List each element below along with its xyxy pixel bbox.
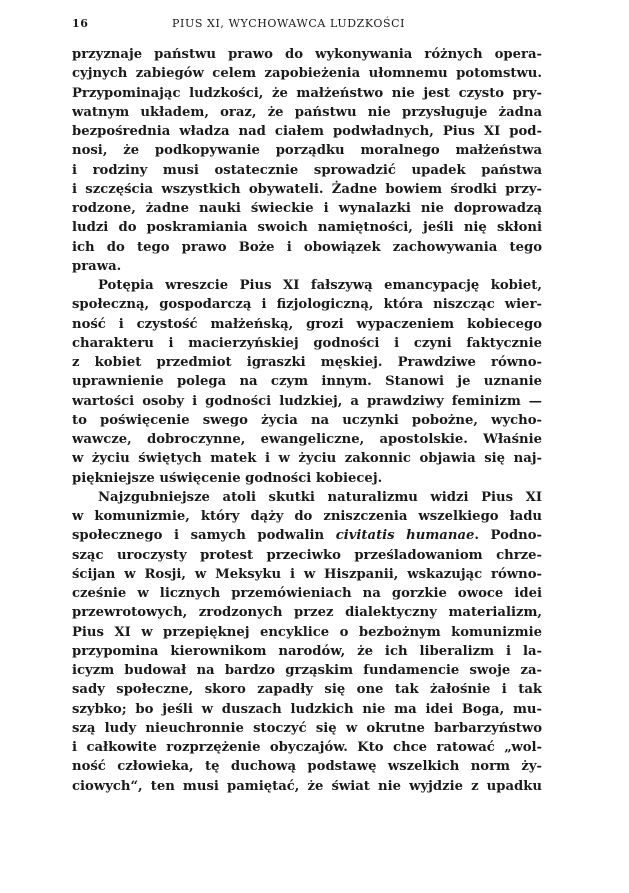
page-number: 16 — [72, 17, 89, 30]
page-header — [72, 14, 542, 36]
text-line: ność człowieka, tę duchową podstawę wszelkich norm ży- — [72, 759, 542, 775]
book-page — [72, 14, 542, 794]
text-line: sady społeczne, skoro zapadły się one tak żałośnie i tak — [72, 682, 542, 698]
text-line: bezpośrednia władza nad ciałem podwładnych, Pius XI pod- — [72, 124, 542, 139]
text-line: przewrotowych, zrodzonych przez dialektyczny materializm, — [72, 605, 542, 621]
text-segment: społecznego i samych podwalin — [72, 528, 325, 544]
text-line: cześnie w licznych przemówieniach na gorzkie owoce idei — [72, 586, 542, 601]
text-line: wawcze, dobroczynne, ewangeliczne, apostolskie. Właśnie — [72, 432, 542, 447]
text-line: to poświęcenie swego życia na uczynki pobożne, wycho- — [72, 412, 542, 428]
text-line: sząc uroczysty protest przeciwko prześladowaniom chrze- — [72, 547, 542, 563]
body-text — [72, 45, 542, 796]
italic-latin-phrase: civitatis humanae — [335, 528, 475, 544]
text-line: ność i czystość małżeńską, grozi wypaczeniem kobiecego — [72, 316, 542, 332]
text-line: Przypominając ludzkości, że małżeństwo nie jest czysto pry- — [72, 85, 542, 101]
text-line: społeczną, gospodarczą i fizjologiczną, która niszcząc wier- — [72, 297, 542, 313]
text-line: piękniejsze uświęcenie godności kobiecej. — [72, 470, 383, 486]
text-line: rodzone, żadne nauki świeckie i wynalazki nie doprowadzą — [72, 201, 542, 216]
text-line: charakteru i macierzyńskiej godności i czyni faktycznie — [72, 335, 542, 351]
text-line: prawa. — [72, 258, 122, 274]
text-line: szybko; bo jeśli w duszach ludzkich nie ma idei Boga, mu- — [72, 701, 542, 717]
text-line: watnym układem, oraz, że państwu nie przysługuje żadna — [72, 104, 542, 120]
text-line: nosi, że podkopywanie porządku moralnego małżeństwa — [72, 143, 542, 159]
text-line: icyzm budował na bardzo grząskim fundamencie swoje za- — [72, 663, 542, 678]
text-line: Pius XI w przepięknej encyklice o bezbożnym komunizmie — [72, 624, 542, 640]
text-line: w życiu świętych matek i w życiu zakonnic objawia się naj- — [72, 451, 542, 467]
text-line: przypomina kierownikom narodów, że ich liberalizm i la- — [72, 643, 542, 659]
text-line: przyznaje państwu prawo do wykonywania różnych opera- — [72, 47, 542, 62]
text-line: ciowych“, ten musi pamiętać, że świat nie wyjdzie z upadku — [72, 778, 542, 794]
text-line: i szczęścia wszystkich obywateli. Żadne bowiem środki przy- — [72, 181, 542, 197]
text-line: z kobiet przedmiot igraszki męskiej. Prawdziwe równo- — [72, 355, 542, 370]
text-line: cyjnych zabiegów celem zapobieżenia ułomnemu potomstwu. — [72, 66, 542, 82]
text-segment: . Podno- — [474, 528, 542, 544]
text-line: ścijan w Rosji, w Meksyku i w Hiszpanii, wskazując równo- — [72, 566, 542, 582]
text-line: uprawnienie polega na czym innym. Stanowi je uznanie — [72, 374, 542, 390]
text-line-with-italic — [72, 526, 542, 545]
text-line: i całkowite rozprzężenie obyczajów. Kto chce ratować „wol- — [72, 740, 542, 755]
text-line: i rodziny musi ostatecznie sprowadzić upadek państwa — [72, 162, 542, 178]
text-line: Najzgubniejsze atoli skutki naturalizmu widzi Pius XI — [98, 489, 542, 505]
text-line: ich do tego prawo Boże i obowiązek zachowywania tego — [72, 239, 542, 255]
text-line: ludzi do poskramiania swoich namiętności, jeśli nię skłoni — [72, 220, 542, 236]
text-line: wartości osoby i godności ludzkiej, a prawdziwy feminizm — — [72, 393, 542, 409]
text-line: w komunizmie, który dąży do zniszczenia wszelkiego ładu — [72, 509, 542, 524]
running-title: PIUS XI, WYCHOWAWCA LUDZKOŚCI — [172, 17, 406, 30]
text-line: Potępia wreszcie Pius XI fałszywą emancypację kobiet, — [98, 278, 542, 293]
text-line: szą ludy nieuchronnie stoczyć się w okrutne barbarzyństwo — [72, 720, 542, 736]
